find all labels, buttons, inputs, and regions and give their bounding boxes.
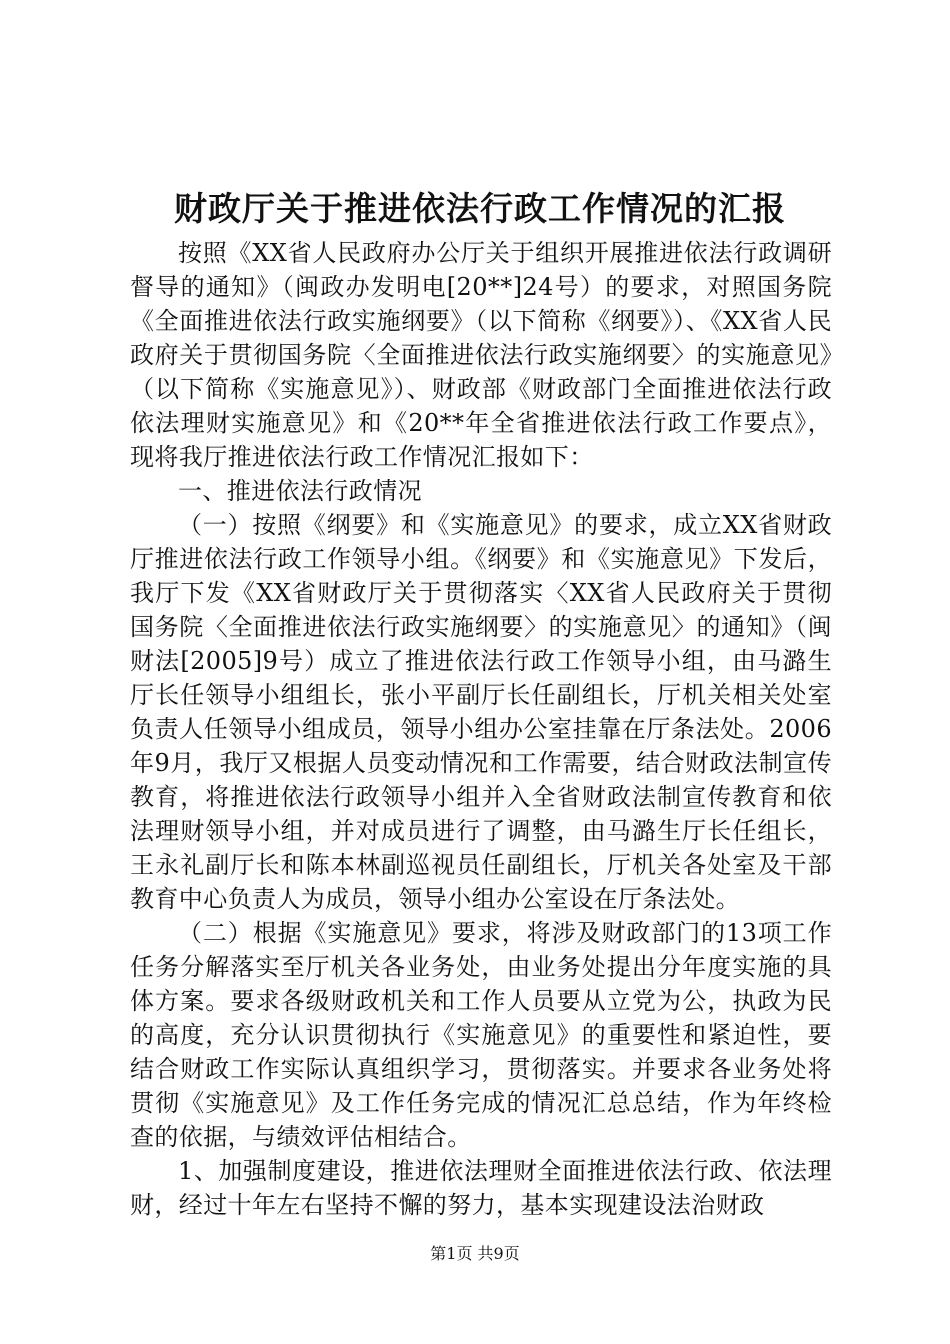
page-footer: 第1页 共9页 (430, 1244, 520, 1263)
paragraph-intro: 按照《XX省人民政府办公厅关于组织开展推进依法行政调研督导的通知》（闽政办发明电[20**]24号）的要求，对照国务院《全面推进依法行政实施纲要》（以下简称《纲要》）、《XX省人民政府关于贯彻国务院〈全面推进依法行政实施纲要〉的实施意见》（以下简称《实施意见》）、财政部《财政部门全面推进依法行政依法理财实施意见》和《20**年全省推进依法行政工作要点》，现将我厅推进依法行政工作情况汇报如下： (130, 239, 832, 471)
paragraph-point-1: 1、加强制度建设，推进依法理财全面推进依法行政、依法理财，经过十年左右坚持不懈的努力，基本实现建设法治财政 (130, 1157, 832, 1219)
section-heading-1: 一、推进依法行政情况 (178, 477, 422, 505)
paragraph-item-1: （一）按照《纲要》和《实施意见》的要求，成立XX省财政厅推进依法行政工作领导小组。《纲要》和《实施意见》下发后，我厅下发《XX省财政厅关于贯彻落实〈XX省人民政府关于贯彻国务院〈全面推进依法行政实施纲要〉的实施意见〉的通知》（闽财法[2005]9号）成立了推进依法行政工作领导小组，由马潞生厅长任领导小组组长，张小平副厅长任副组长，厅机关相关处室负责人任领导小组成员，领导小组办公室挂靠在厅条法处。2006年9月，我厅又根据人员变动情况和工作需要，结合财政法制宣传教育，将推进依法行政领导小组并入全省财政法制宣传教育和依法理财领导小组，并对成员进行了调整，由马潞生厅长任组长，王永礼副厅长和陈本林副巡视员任副组长，厅机关各处室及干部教育中心负责人为成员，领导小组办公室设在厅条法处。 (130, 511, 832, 913)
document-body (130, 236, 832, 1222)
document-title: 财政厅关于推进依法行政工作情况的汇报 (174, 189, 786, 228)
paragraph-item-2: （二）根据《实施意见》要求，将涉及财政部门的13项工作任务分解落实至厅机关各业务处，由业务处提出分年度实施的具体方案。要求各级财政机关和工作人员要从立党为公，执政为民的高度，充分认识贯彻执行《实施意见》的重要性和紧迫性，要结合财政工作实际认真组织学习，贯彻落实。并要求各业务处将贯彻《实施意见》及工作任务完成的情况汇总总结，作为年终检查的依据，与绩效评估相结合。 (130, 919, 832, 1151)
